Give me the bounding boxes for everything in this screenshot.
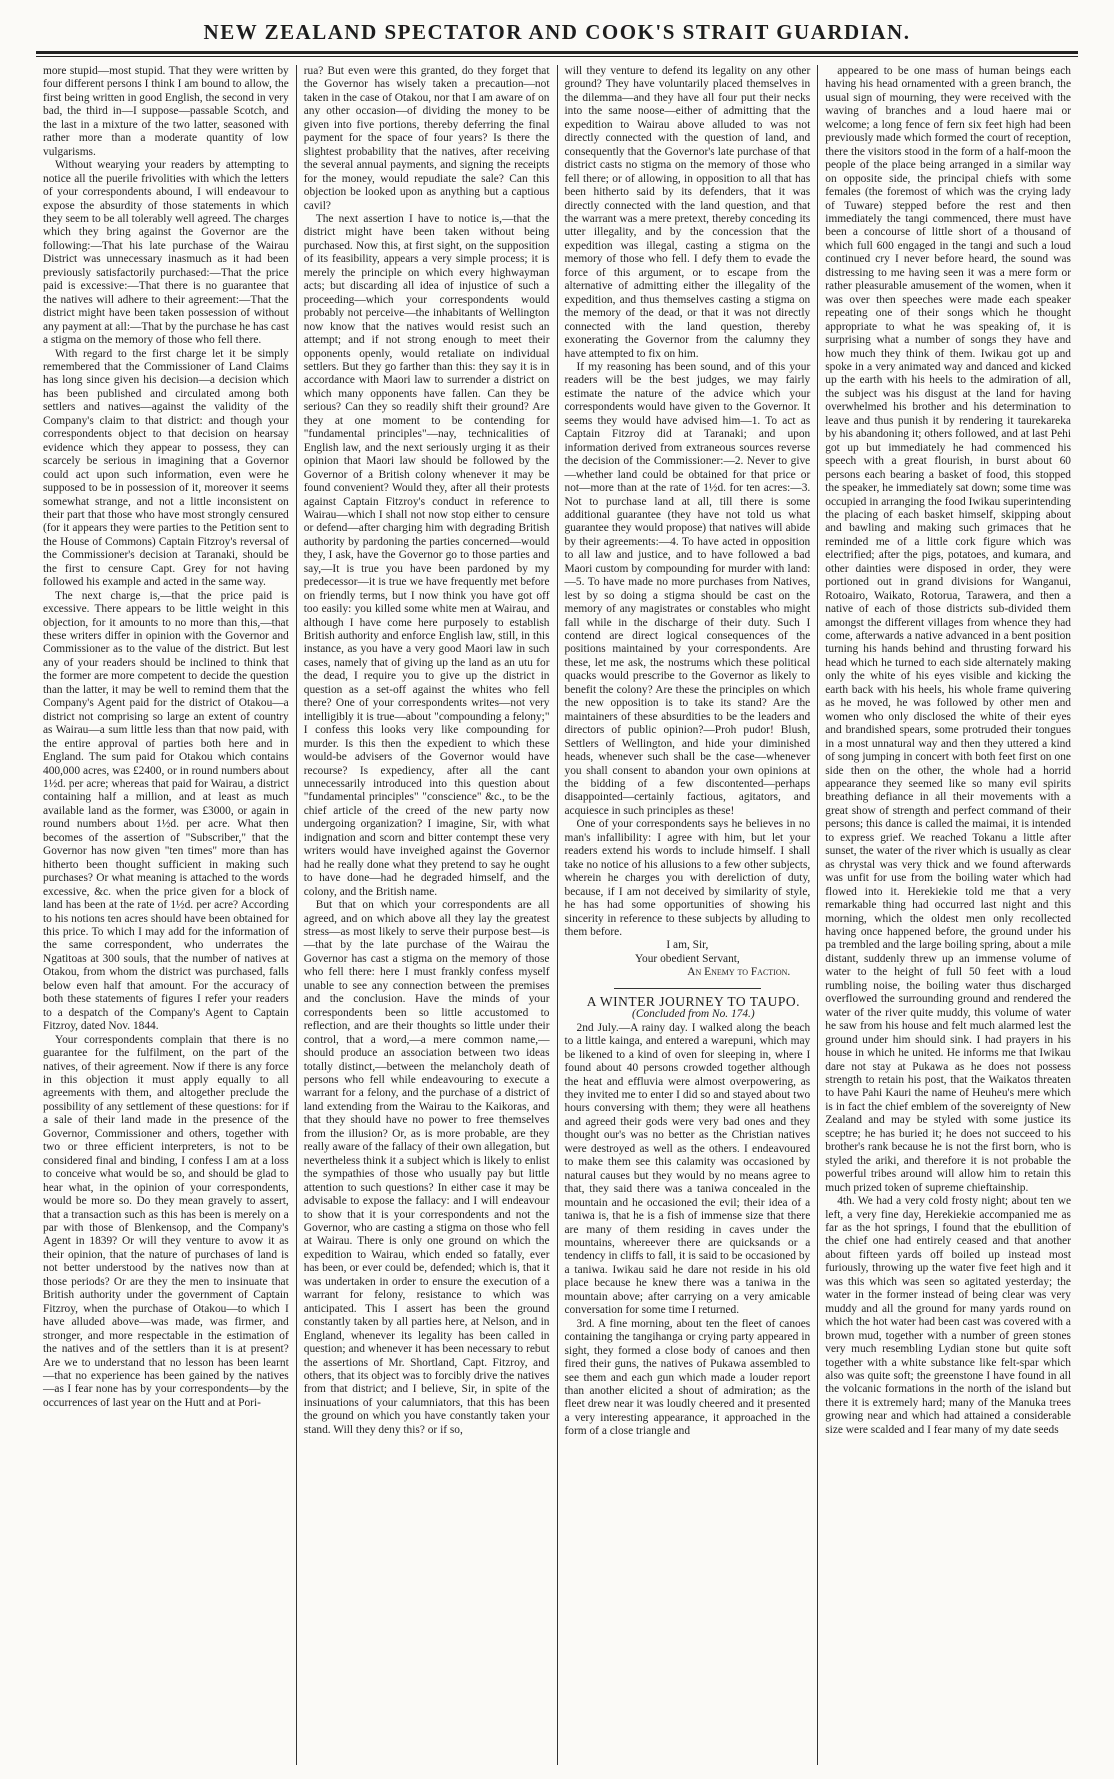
- paragraph: Your correspondents complain that there is no guarantee for the fulfilment, on the part of the natives, of their agreement. Now if there is any force in this objection it must apply equally to all agreements with them, and altogether preclude the possibility of any settlement of these questions: for if a sale of their land made in the presence of the Governor, Commissioner and others, together with two or three efficient interpreters, is not to be considered final and binding, I confess I am at a loss to conceive what would be so, and should be glad to hear what, in the opinion of your correspondents, would be more so. Do they mean gravely to assert, that a transaction such as this has been is merely on a par with those of Blenkensop, and the Company's Agent in 1839? Or will they venture to avow it as their opinion, that the nature of purchases of land is not better understood by the natives now than at those periods? Or are they the men to insinuate that British authority under the government of Captain Fitzroy, when the purchase of Otakou—to which I have alluded above—was made, was firmer, and stronger, and more respectable in the estimation of the natives and of the settlers than it is at present? Are we to understand that no lesson has been learnt—that no experience has been gained by the natives—as I fear none has by your correspondents—by the occurrences of last year on the Hutt and at Pori-: [43, 1033, 289, 1409]
- letter-signature-line: Your obedient Servant,: [634, 952, 740, 965]
- masthead: NEW ZEALAND SPECTATOR AND COOK'S STRAIT GUARDIAN.: [203, 20, 911, 44]
- letter-signature-line: I am, Sir,: [666, 939, 709, 952]
- paragraph: Without wearying your readers by attempting to notice all the puerile frivolities with which the letters of your correspondents abound, I will endeavour to expose the absurdity of those statements in which they seem to be all tolerably well agreed. The charges which they bring against the Governor are the following:—That his late purchase of the Wairau District was unnecessary inasmuch as it had been previously satisfactorily purchased:—That the price paid is excessive:—That there is no guarantee that the natives will adhere to their agreement:—That the district might have been taken possession of without any payment at all:—That by the purchase he has cast a stigma on the memory of those who fell there.: [43, 159, 289, 347]
- paragraph: 3rd. A fine morning, about ten the fleet of canoes containing the tangihanga or crying party appeared in sight, they formed a close body of canoes and then fired their guns, the natives of Pukawa assembled to see them and each gun which made a louder report than another elicited a shout of admiration; as the fleet drew near it was loudly cheered and it presented a very interesting appearance, it approached in the form of a close triangle and: [564, 1317, 811, 1438]
- paragraph: With regard to the first charge let it be simply remembered that the Commissioner of Land Claims has long since given his decision—a decision which has been published and circulated among both settlers and natives—against the validity of the Company's claim to that district: and though your correspondents object to that decision on hearsay evidence which they appear to possess, they can scarcely be serious in imagining that a Governor could act upon such information, even were he supposed to be in possession of it, moreover it seems somewhat strange, and not a little inconsistent on their part that those who have most strongly censured (for it appears they were parties to the Petition sent to the House of Commons) Captain Fitzroy's reversal of the Commissioner's decision at Taranaki, should be the first to censure Capt. Grey for not having followed his example and acted in the same way.: [43, 347, 289, 589]
- article-subtitle: (Concluded from No. 174.): [632, 1008, 755, 1021]
- paragraph: The next charge is,—that the price paid is excessive. There appears to be little weight in this objection, for it amounts to no more than this,—that these writers differ in opinion with the Governor and Commissioner as to the value of the district. But lest any of your readers should be inclined to think that the former are more competent to decide the question than the latter, it may be well to remind them that the Company's Agent paid for the district of Otakou—a district not comprising so large an extent of country as Wairau—a sum little less than that now paid, with the entire approval of parties both here and in England. The sum paid for Otakou which contains 400,000 acres, was £2400, or in round numbers about 1½d. per acre; whereas that paid for Wairau, a district containing half a million, and at least as much available land as the former, was £3000, or again in round numbers about 1½d. per acre. What then becomes of the assertion of "Subscriber," that the Governor has now given "ten times" more than has hitherto been thought sufficient in making such purchases? Or what meaning is attached to the words excessive, &c. when the price given for a block of land has been at the rate of 1½d. per acre? According to his notions ten acres should have been obtained for this price. To which I may add for the information of the same correspondent, who underrates the Ngatitoas at 300 souls, that the number of natives at Otakou, from whom the district was purchased, falls below even half that amount. For the accuracy of both these statements of figures I refer your readers to a despatch of the Company's Agent to Captain Fitzroy, dated Nov. 1844.: [43, 589, 289, 1033]
- letter-signature-line: An Enemy to Faction.: [687, 966, 791, 979]
- paragraph: One of your correspondents says he believes in no man's infallibility: I agree with him, but let your readers extend his words to include himself. I shall take no notice of his allusions to a few other subjects, wherein he charges you with dereliction of duty, because, if I am not deceived by similarity of style, he has had some opportunities of showing his sincerity in reference to these subjects by alluding to them before.: [564, 818, 811, 938]
- paragraph: appeared to be one mass of human beings each having his head ornamented with a green branch, the usual sign of mourning, they were received with the waving of branches and a loud haere mai or welcome; a long fence of fern six feet high had been previously made which formed the court of reception, there the visitors stood in the form of a half-moon the people of the place being arranged in a similar way on opposite side, the principal chiefs with some females (the foremost of which was the crying lady of Tuware) stepped before the rest and then immediately the tangi commenced, there must have been a concourse of little short of a thousand of which full 600 engaged in the tangi and such a loud continued cry I never before heard, the sound was distressing to me having seen it was a mere form or rather pleasurable amusement of the women, when it was over then speeches were made each speaker repeating one of their songs which he thought appropriate to what he was speaking of, it is surprising what a number of songs they have and how much they think of them. Iwikau got up and spoke in a very animated way and danced and kicked up the earth with his heels to the admiration of all, the subject was his disgust at the land for having overwhelmed his brother and his determination to leave and thus punish it by rendering it taurekareka by his abandoning it; others followed, and at last Pehi got up but immediately he had commenced his speech with a great flourish, in burst about 60 persons each bearing a basket of food, this stopped the speaker, he immediately sat down; some time was occupied in arranging the food Iwikau superintending the placing of each basket himself, skipping about and bawling and making such grimaces that he reminded me of a little cork figure which was electrified; after the pigs, potatoes, and kumara, and other dainties were disposed in order, they were portioned out in grand divisions for Wanganui, Rotoairo, Waikato, Rotorua, Tarawera, and then a native of each of those districts sub-divided them amongst the different villages from whence they had come, afterwards a native advanced in a bent position turning his hands behind and thrusting forward his head which he turned to each side alternately making only the white of his eyes visible and kicking the earth back with his heels, his whole frame quivering as he moved, he was followed by other men and women who only disclosed the white of their eyes and brandished spears, some protruded their tongues in a most unnatural way and then they uttered a kind of song jumping in concert with both feet first on one side then on the other, the whole had a horrid appearance they seemed like so many evil spirits breathing defiance in all their movements with a great show of strength and perfect command of their persons; this dance is called the maimai, it is intended to express grief. We reached Tokanu a little after sunset, the water of the river which is usually as clear as chrystal was very thick and we found afterwards was unfit for use from the boiling water which had flowed into it. Herekiekie told me that a very remarkable thing had occurred last night and this morning, which the oldest men only recollected having once happened before, the ground under his pa trembled and the large boiling spring, about a mile distant, suddenly threw up an immense volume of water to the height of full 50 feet with a loud rumbling noise, the boiling water thus discharged overflowed the surrounding ground and rendered the water of the river quite muddy, this volume of water he saw from his house and felt much alarmed lest the ground under him should sink. I had prayers in his house in which he united. He informs me that Iwikau dare not stay at Pukawa as he does not possess strength to retain his post, that the Waikatos threaten to have Pahi Kauri the name of Heuheu's mere which is in fact the chief emblem of the sovereignty of New Zealand and may be styled with some justice its sceptre; he has buried it; he does not succeed to his brother's rank because he is not the first born, who is styled the ariki, and therefore it is not probable the powerful tribes around will allow him to retain this much prized token of supreme chieftainship.: [825, 65, 1071, 1194]
- paragraph: The next assertion I have to notice is,—that the district might have been taken without being purchased. Now this, at first sight, on the supposition of its feasibility, appears a very simple process; it is merely the principle on which every highwayman acts; but discarding all idea of injustice of such a proceeding—which your correspondents would probably not perceive—the inhabitants of Wellington now know that the natives would resist such an attempt; and if not strong enough to meet their opponents openly, would retaliate on individual settlers. But they go farther than this: they say it is in accordance with Maori law to surrender a district on which many opponents have fallen. Can they be serious? Can they so readily shift their ground? Are they at one moment to be contending for "fundamental principles"—nay, technicalities of English law, and the next seriously urging it as their opinion that Maori law should be followed by the Governor of a British colony whenever it may be found convenient? Would they, after all their protests against Captain Fitzroy's conduct in reference to Wairau—which I shall not now stop either to censure or defend—after charging him with degrading British authority by pardoning the parties concerned—would they, I ask, have the Governor go to those parties and say,—It is true you have been pardoned by my predecessor—it is true we have frequently met before on friendly terms, but I now think you have got off too easily: you killed some white men at Wairau, and although I have come here purposely to establish British authority and enforce English law, still, in this instance, as you have a very good Maori law in such cases, namely that of giving up the land as an utu for the dead, I require you to give up the district in question as a set-off against the whites who fell there? One of your correspondents writes—not very intelligibly it is true—about "compounding a felony;" I confess this looks very like compounding for murder. Is this then the expedient to which these would-be advisers of the Governor would have recourse? Is expediency, after all the cant unnecessarily introduced into this question about "fundamental principles" "conscience" &c., to be the chief article of the creed of the new party now undergoing organization? I imagine, Sir, with what indignation and scorn and bitter contempt these very writers would have inveighed against the Governor had he really done what they pretend to say he ought to have done—had he degraded himself, and the colony, and the British name.: [303, 212, 550, 898]
- paragraph: more stupid—most stupid. That they were written by four different persons I think I am bound to allow, the first being written in good English, the second in very bad, the third in—I suppose—passable Scotch, and the last in a mixture of the two latter, seasoned with rather more than a moderate quantity of low vulgarisms.: [43, 65, 289, 158]
- column-2: [296, 65, 557, 1765]
- column-3: [557, 65, 818, 1765]
- paragraph: But that on which your correspondents are all agreed, and on which above all they lay the greatest stress—as most likely to serve their purpose best—is—that by the late purchase of the Wairau the Governor has cast a stigma on the memory of those who fell there: here I must frankly confess myself unable to see any connection between the premises and the conclusion. Have the minds of your correspondents been so little accustomed to reflection, and are their thoughts so little under their control, that a word,—a mere common name,—should produce an association between two ideas totally distinct,—between the melancholy death of persons who fell while endeavouring to execute a warrant for a felony, and the purchase of a district of land extending from the Wairau to the Kaikoras, and that they should have no power to free themselves from the illusion? Or, as is more probable, are they really aware of the fallacy of their own allegation, but nevertheless think it a subject which is likely to enlist the sympathies of those who usually pay but little attention to such questions? In either case it may be advisable to expose the fallacy: and I will endeavour to show that it is your correspondents and not the Governor, who are casting a stigma on those who fell at Wairau. There is only one ground on which the expedition to Wairau, which ended so fatally, ever has been, or ever could be, defended; which is, that it was undertaken in order to ensure the execution of a warrant for felony, resistance to which was anticipated. This I assert has been the ground constantly taken by all parties here, at Nelson, and in England, whenever its legality has been called in question; and whenever it has been necessary to rebut the assertions of Mr. Shortland, Capt. Fitzroy, and others, that its object was to forcibly drive the natives from that district; and I believe, Sir, in spite of the insinuations of your calumniators, that this has been the ground on which you have constantly taken your stand. Will they deny this? or if so,: [303, 899, 550, 1436]
- columns: [36, 65, 1078, 1765]
- paragraph: rua? But even were this granted, do they forget that the Governor has wisely taken a precaution—not taken in the case of Otakou, nor that I am aware of on any other occasion—of dividing the money to be given into five portions, thereby deferring the final payment for the space of four years? Is there the slightest probability that the natives, after receiving the several annual payments, and signing the receipts for the money, would repudiate the sale? Can this objection be looked upon as anything but a captious cavil?: [303, 65, 550, 212]
- masthead-rule-thin: [36, 56, 1078, 57]
- article-title: A WINTER JOURNEY TO TAUPO.: [586, 993, 801, 1009]
- paragraph: If my reasoning has been sound, and of this your readers will be the best judges, we may fairly estimate the nature of the advice which your correspondents would have given to the Governor. It seems they would have advised him—1. To act as Captain Fitzroy did at Taranaki; and upon information derived from extraneous sources reverse the decision of the Commissioner:—2. Never to give—whether land could be obtained for that price or not—more than at the rate of 1½d. for ten acres:—3. Not to purchase land at all, till there is some additional guarantee (they have not told us what guarantee they would propose) that natives will abide by their agreements:—4. To have acted in opposition to all law and justice, and to have followed a bad Maori custom by compounding for murder with land:—5. To have made no more purchases from Natives, lest by so doing a stigma should be cast on the memory of any magistrates or constables who might fall while in the discharge of their duty. Such I contend are direct logical consequences of the positions maintained by your correspondents. Are these, let me ask, the nostrums which these political quacks would prescribe to the Governor as likely to benefit the colony? Are these the principles on which the new opposition is to take its stand? Are the maintainers of these absurdities to be the leaders and directors of public opinion?—Proh pudor! Blush, Settlers of Wellington, and hide your diminished heads, whenever such shall be the case—whenever you shall consent to abandon your own opinions at the bidding of a few discontented—perhaps disappointed—certainly factious, agitators, and acquiesce in such principles as these!: [564, 360, 811, 817]
- article-separator: [614, 988, 761, 989]
- paragraph: will they venture to defend its legality on any other ground? They have voluntarily placed themselves in the dilemma—and they have all four put their necks into the same noose—either of admitting that the expedition to Wairau above alluded to was not directly connected with the question of land, and consequently that the Governor's late purchase of that district casts no stigma on the memory of those who fell there; or of allowing, in opposition to all that has been hitherto said by its defenders, that it was directly connected with the land question, and that the warrant was a mere pretext, thereby conceding its utter illegality, and by the concession that the expedition was illegal, casting a stigma on the memory of those who fell. I defy them to evade the force of this argument, or to escape from the alternative of admitting either the illegality of the expedition, and thus themselves casting a stigma on the memory of the dead, or that it was not directly connected with the land question, thereby exonerating the Governor from the calumny they have attempted to fix on him.: [564, 65, 811, 360]
- paragraph: 2nd July.—A rainy day. I walked along the beach to a little kainga, and entered a warepuni, which may be likened to a kind of oven for sleeping in, where I found about 40 persons crowded together although the heat and effluvia were almost overpowering, as they invited me to enter I did so and stayed about two hours conversing with them; they were all heathens and agreed their gods were very bad ones and they thought our's was no better as the Christian natives were destroyed as well as the others. I endeavoured to make them see this calamity was occasioned by natural causes but they would by no means agree to that, they said there was a taniwa concealed in the mountain and he occasioned the evil; their idea of a taniwa is, that he is a fish of immense size that there are many of them residing in caves under the mountains, whereever there are quicksands or a tendency in cliffs to fall, it is said to be occasioned by a taniwa. Iwikau said he dare not reside in his old place because he knew there was a taniwa in the mountain above; after carrying on a very amicable conversation for some time I returned.: [564, 1021, 811, 1317]
- masthead-rule-thick: [36, 51, 1078, 54]
- paragraph: 4th. We had a very cold frosty night; about ten we left, a very fine day, Herekiekie accompanied me as far as the hot springs, I found that the ebullition of the chief one had entirely ceased and that another about fifteen yards off boiled up instead most furiously, throwing up the water five feet high and it was this which was seen so agitated yesterday; the water in the former instead of being clear was very muddy and all the ground for many yards round on which the hot water had been cast was covered with a brown mud, together with a number of green stones very much resembling Lydian stone but quite soft together with a white substance like felt-spar which also was quite soft; the greenstone I have found in all the volcanic formations in the north of the island but there it is extremely hard; many of the Manuka trees growing near and which had attained a considerable size were scalded and I fear many of my date seeds: [825, 1195, 1071, 1436]
- column-1: [36, 65, 296, 1765]
- column-4: [817, 65, 1078, 1765]
